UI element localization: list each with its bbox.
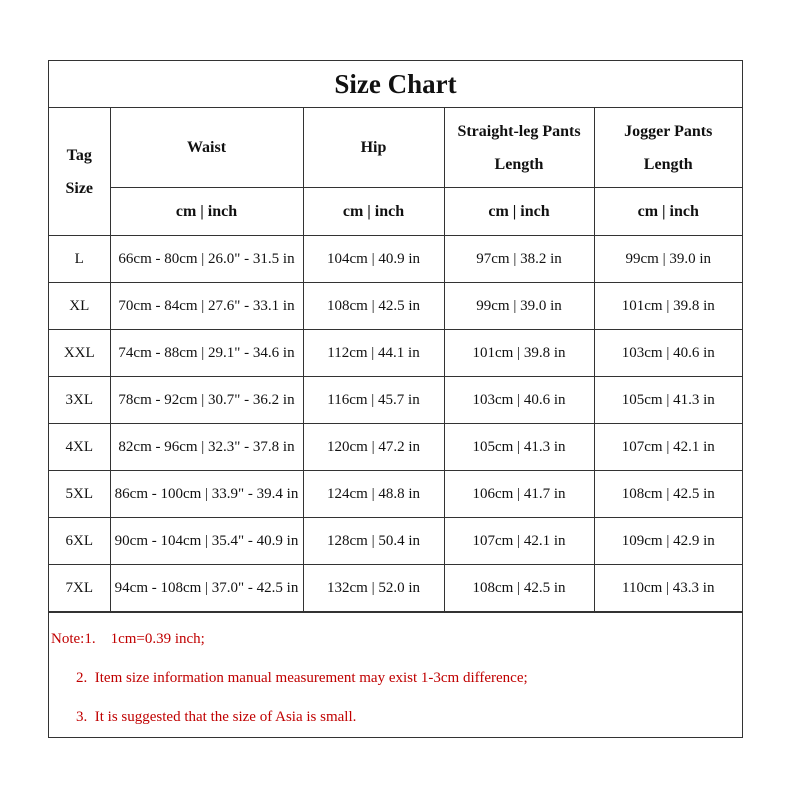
cell-hip: 112cm | 44.1 in xyxy=(303,330,444,377)
cell-straight-leg: 107cm | 42.1 in xyxy=(444,518,594,565)
cell-straight-leg: 99cm | 39.0 in xyxy=(444,283,594,330)
table-row xyxy=(49,424,742,471)
note-1: Note:1. 1cm=0.39 inch; xyxy=(51,631,205,647)
unit-hip: cm | inch xyxy=(303,188,444,236)
cell-hip: 116cm | 45.7 in xyxy=(303,377,444,424)
table-row xyxy=(49,518,742,565)
cell-jogger: 108cm | 42.5 in xyxy=(594,471,742,518)
cell-hip: 120cm | 47.2 in xyxy=(303,424,444,471)
table-row xyxy=(49,330,742,377)
cell-size: 7XL xyxy=(49,565,110,612)
cell-jogger: 110cm | 43.3 in xyxy=(594,565,742,612)
cell-waist: 86cm - 100cm | 33.9" - 39.4 in xyxy=(110,471,303,518)
cell-straight-leg: 103cm | 40.6 in xyxy=(444,377,594,424)
cell-waist: 94cm - 108cm | 37.0" - 42.5 in xyxy=(110,565,303,612)
table-row xyxy=(49,471,742,518)
cell-size: 3XL xyxy=(49,377,110,424)
cell-waist: 82cm - 96cm | 32.3" - 37.8 in xyxy=(110,424,303,471)
note-3: 3. It is suggested that the size of Asia is small. xyxy=(76,709,357,725)
cell-hip: 108cm | 42.5 in xyxy=(303,283,444,330)
chart-title: Size Chart xyxy=(49,61,742,108)
cell-jogger: 107cm | 42.1 in xyxy=(594,424,742,471)
cell-straight-leg: 106cm | 41.7 in xyxy=(444,471,594,518)
unit-jogger: cm | inch xyxy=(594,188,742,236)
cell-jogger: 109cm | 42.9 in xyxy=(594,518,742,565)
cell-waist: 74cm - 88cm | 29.1" - 34.6 in xyxy=(110,330,303,377)
table-row xyxy=(49,377,742,424)
unit-straight-leg: cm | inch xyxy=(444,188,594,236)
cell-size: 5XL xyxy=(49,471,110,518)
cell-waist: 90cm - 104cm | 35.4" - 40.9 in xyxy=(110,518,303,565)
cell-straight-leg: 97cm | 38.2 in xyxy=(444,236,594,283)
unit-waist: cm | inch xyxy=(110,188,303,236)
cell-hip: 132cm | 52.0 in xyxy=(303,565,444,612)
header-waist: Waist xyxy=(110,108,303,188)
cell-straight-leg: 101cm | 39.8 in xyxy=(444,330,594,377)
cell-waist: 70cm - 84cm | 27.6" - 33.1 in xyxy=(110,283,303,330)
note-2: 2. Item size information manual measurement may exist 1-3cm difference; xyxy=(76,670,528,686)
cell-hip: 104cm | 40.9 in xyxy=(303,236,444,283)
cell-jogger: 101cm | 39.8 in xyxy=(594,283,742,330)
cell-jogger: 105cm | 41.3 in xyxy=(594,377,742,424)
cell-size: XXL xyxy=(49,330,110,377)
cell-size: L xyxy=(49,236,110,283)
table-row xyxy=(49,565,742,612)
cell-size: 4XL xyxy=(49,424,110,471)
cell-jogger: 103cm | 40.6 in xyxy=(594,330,742,377)
cell-hip: 128cm | 50.4 in xyxy=(303,518,444,565)
cell-straight-leg: 105cm | 41.3 in xyxy=(444,424,594,471)
cell-jogger: 99cm | 39.0 in xyxy=(594,236,742,283)
cell-waist: 66cm - 80cm | 26.0" - 31.5 in xyxy=(110,236,303,283)
header-tag-size: Tag Size xyxy=(49,108,110,236)
cell-straight-leg: 108cm | 42.5 in xyxy=(444,565,594,612)
size-table xyxy=(49,108,742,612)
header-row xyxy=(49,108,742,188)
cell-waist: 78cm - 92cm | 30.7" - 36.2 in xyxy=(110,377,303,424)
cell-size: XL xyxy=(49,283,110,330)
cell-hip: 124cm | 48.8 in xyxy=(303,471,444,518)
notes-section xyxy=(49,612,742,742)
header-jogger: Jogger Pants Length xyxy=(594,108,742,188)
header-straight-leg: Straight-leg Pants Length xyxy=(444,108,594,188)
size-chart xyxy=(48,60,743,738)
table-row xyxy=(49,283,742,330)
table-row xyxy=(49,236,742,283)
header-hip: Hip xyxy=(303,108,444,188)
unit-row xyxy=(49,188,742,236)
cell-size: 6XL xyxy=(49,518,110,565)
